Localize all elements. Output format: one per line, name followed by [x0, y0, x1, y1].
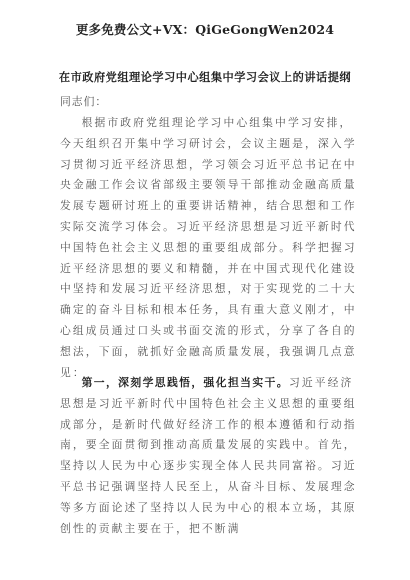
promo-header: 更多免费公文+VX：QiGeGongWen2024: [75, 22, 335, 37]
paragraph-2-text: 习近平经济思想是习近平新时代中国特色社会主义思想的重要组成部分，是新时代做好经济工作的根本遵循和行动指南，要全面贯彻到推动高质量发展的实践中。首先，坚持以人民为中心逐步实现全体人民共同富裕。习近平总书记强调坚持人民至上，从奋斗目标、发展理念等多方面论述了坚持以人民为中心的根本立场，其原创性的贡献主要在于，把不断满: [60, 376, 357, 535]
salutation: 同志们：: [60, 95, 108, 108]
body-paragraph-2: [60, 373, 365, 539]
document-title: 在市政府党组理论学习中心组集中学习会议上的讲话提纲: [58, 70, 352, 84]
paragraph-2-lead: 第一，深刻学思践悟，强化担当实干。: [81, 376, 289, 389]
body-paragraph-1: 根据市政府党组理论学习中心组集中学习安排，今天组织召开集中学习研讨会，会议主题是，深入学习贯彻习近平经济思想，学习领会习近平总书记在中央金融工作会议省部级主要领导干部推动金融高质量发展专题研讨班上的重要讲话精神，结合思想和工作实际交流学习体会。习近平经济思想是习近平新时代中国特色社会主义思想的重要组成部分。科学把握习近平经济思想的要义和精髓，并在中国式现代化建设中坚持和发展习近平经济思想，对于实现党的二十大确定的奋斗目标和根本任务，具有重大意义刚才，中心组成员通过口头或书面交流的形式，分享了各自的想法，下面，就抓好金融高质量发展，我强调几点意见：: [60, 116, 357, 379]
